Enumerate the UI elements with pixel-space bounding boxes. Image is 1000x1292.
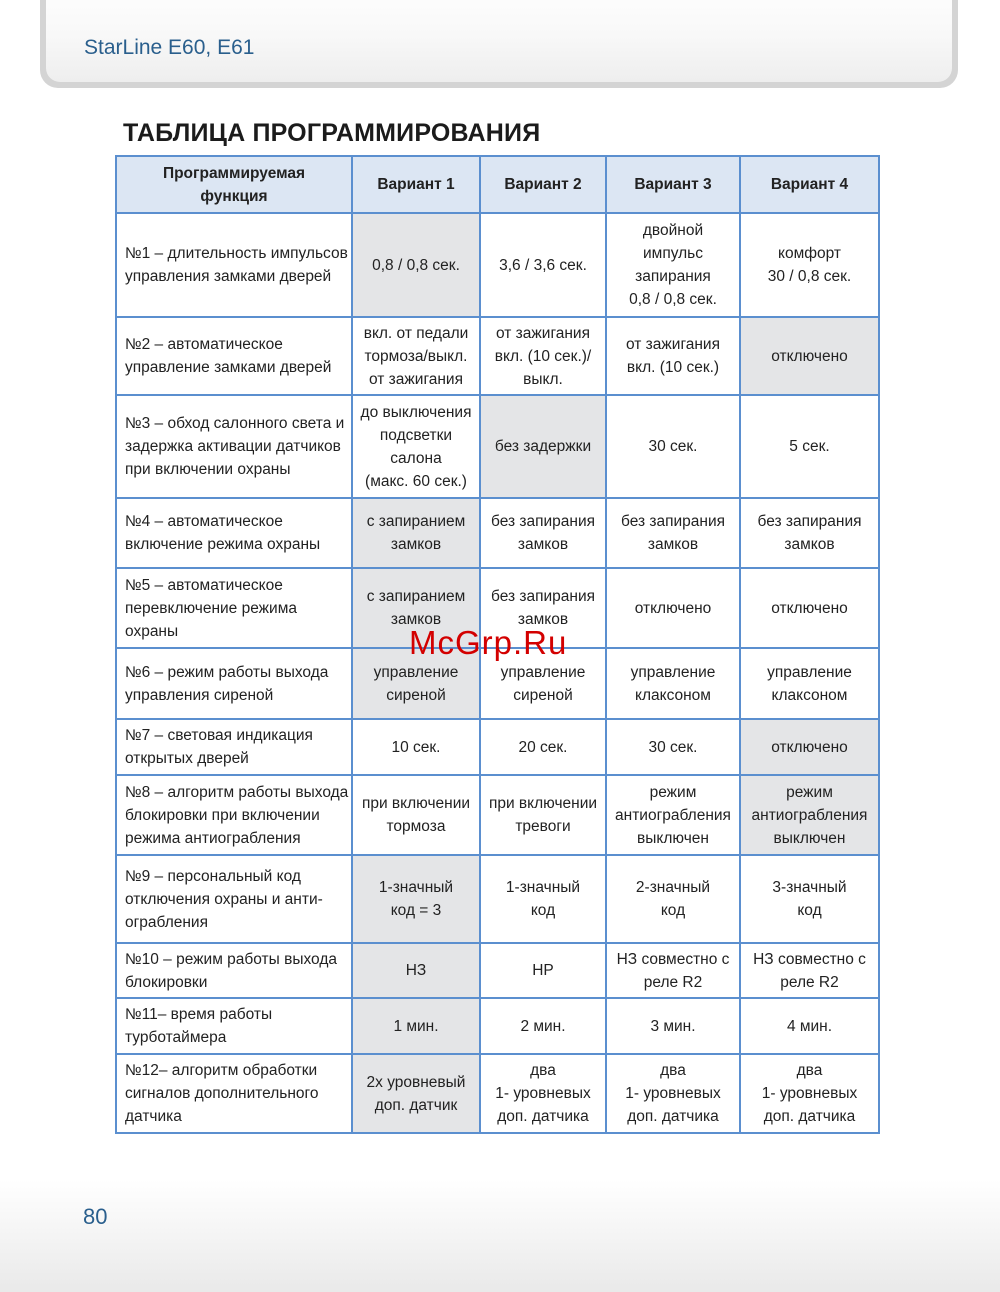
value-cell: без запирания замков	[480, 498, 606, 568]
function-cell: №9 – персональный код отключения охраны и анти- ограбления	[116, 855, 352, 943]
table-row	[116, 998, 879, 1054]
value-cell: без запирания замков	[606, 498, 740, 568]
table-row	[116, 775, 879, 855]
function-cell: №10 – режим работы выхода блокировки	[116, 943, 352, 998]
value-cell: два 1- уровневых доп. датчика	[480, 1054, 606, 1133]
value-cell: 0,8 / 0,8 сек.	[352, 213, 480, 317]
column-header-variant-4: Вариант 4	[740, 156, 879, 213]
value-cell: 1-значный код = 3	[352, 855, 480, 943]
function-cell: №1 – длительность импульсов управления замками дверей	[116, 213, 352, 317]
value-cell: НЗ совместно с реле R2	[606, 943, 740, 998]
column-header-function: Программируемая функция	[116, 156, 352, 213]
value-cell: управление сиреной	[480, 648, 606, 719]
value-cell: 20 сек.	[480, 719, 606, 775]
function-cell: №4 – автоматическое включение режима охраны	[116, 498, 352, 568]
value-cell: 5 сек.	[740, 395, 879, 498]
value-cell: 1-значный код	[480, 855, 606, 943]
value-cell: НЗ	[352, 943, 480, 998]
document-header-title: StarLine E60, E61	[84, 36, 255, 59]
page-number: 80	[83, 1204, 108, 1229]
value-cell: 1 мин.	[352, 998, 480, 1054]
function-cell: №6 – режим работы выхода управления сиреной	[116, 648, 352, 719]
function-cell: №12– алгоритм обработки сигналов дополнительного датчика	[116, 1054, 352, 1133]
watermark: McGrp.Ru	[409, 624, 568, 661]
value-cell: при включении тормоза	[352, 775, 480, 855]
function-cell: №7 – световая индикация открытых дверей	[116, 719, 352, 775]
value-cell: 2 мин.	[480, 998, 606, 1054]
function-cell: №5 – автоматическое перевключение режима охраны	[116, 568, 352, 648]
column-header-variant-2: Вариант 2	[480, 156, 606, 213]
value-cell: отключено	[740, 568, 879, 648]
table-row	[116, 213, 879, 317]
page-bottom-shade	[0, 1180, 1000, 1292]
value-cell: без запирания замков	[740, 498, 879, 568]
value-cell: управление клаксоном	[740, 648, 879, 719]
value-cell: 3,6 / 3,6 сек.	[480, 213, 606, 317]
function-cell: №2 – автоматическое управление замками дверей	[116, 317, 352, 395]
value-cell: 3-значный код	[740, 855, 879, 943]
value-cell: 10 сек.	[352, 719, 480, 775]
value-cell: 3 мин.	[606, 998, 740, 1054]
value-cell: два 1- уровневых доп. датчика	[740, 1054, 879, 1133]
value-cell: с запиранием замков	[352, 568, 480, 648]
value-cell: управление клаксоном	[606, 648, 740, 719]
value-cell: вкл. от педали тормоза/выкл. от зажигания	[352, 317, 480, 395]
value-cell: без запирания замков	[480, 568, 606, 648]
value-cell: двойной импульс запирания 0,8 / 0,8 сек.	[606, 213, 740, 317]
value-cell: комфорт 30 / 0,8 сек.	[740, 213, 879, 317]
value-cell: 2-значный код	[606, 855, 740, 943]
function-cell: №11– время работы турботаймера	[116, 998, 352, 1054]
value-cell: 30 сек.	[606, 395, 740, 498]
value-cell: от зажигания вкл. (10 сек.)	[606, 317, 740, 395]
table-row	[116, 719, 879, 775]
column-header-variant-1: Вариант 1	[352, 156, 480, 213]
value-cell: 4 мин.	[740, 998, 879, 1054]
value-cell: от зажигания вкл. (10 сек.)/ выкл.	[480, 317, 606, 395]
value-cell: НЗ совместно с реле R2	[740, 943, 879, 998]
value-cell: управление сиреной	[352, 648, 480, 719]
value-cell: без задержки	[480, 395, 606, 498]
value-cell: два 1- уровневых доп. датчика	[606, 1054, 740, 1133]
table-row	[116, 498, 879, 568]
value-cell: до выключения подсветки салона (макс. 60 сек.)	[352, 395, 480, 498]
value-cell: НР	[480, 943, 606, 998]
table-row	[116, 943, 879, 998]
value-cell: режим антиограбления выключен	[740, 775, 879, 855]
value-cell: отключено	[740, 317, 879, 395]
table-row	[116, 317, 879, 395]
table-row	[116, 855, 879, 943]
column-header-variant-3: Вариант 3	[606, 156, 740, 213]
value-cell: 2х уровневый доп. датчик	[352, 1054, 480, 1133]
table-row	[116, 1054, 879, 1133]
table-row	[116, 395, 879, 498]
page-title: ТАБЛИЦА ПРОГРАММИРОВАНИЯ	[123, 119, 541, 147]
value-cell: с запиранием замков	[352, 498, 480, 568]
table-header-row	[116, 156, 879, 213]
function-cell: №3 – обход салонного света и задержка активации датчиков при включении охраны	[116, 395, 352, 498]
function-cell: №8 – алгоритм работы выхода блокировки при включении режима антиограбления	[116, 775, 352, 855]
value-cell: режим антиограбления выключен	[606, 775, 740, 855]
value-cell: 30 сек.	[606, 719, 740, 775]
value-cell: отключено	[740, 719, 879, 775]
value-cell: отключено	[606, 568, 740, 648]
value-cell: при включении тревоги	[480, 775, 606, 855]
